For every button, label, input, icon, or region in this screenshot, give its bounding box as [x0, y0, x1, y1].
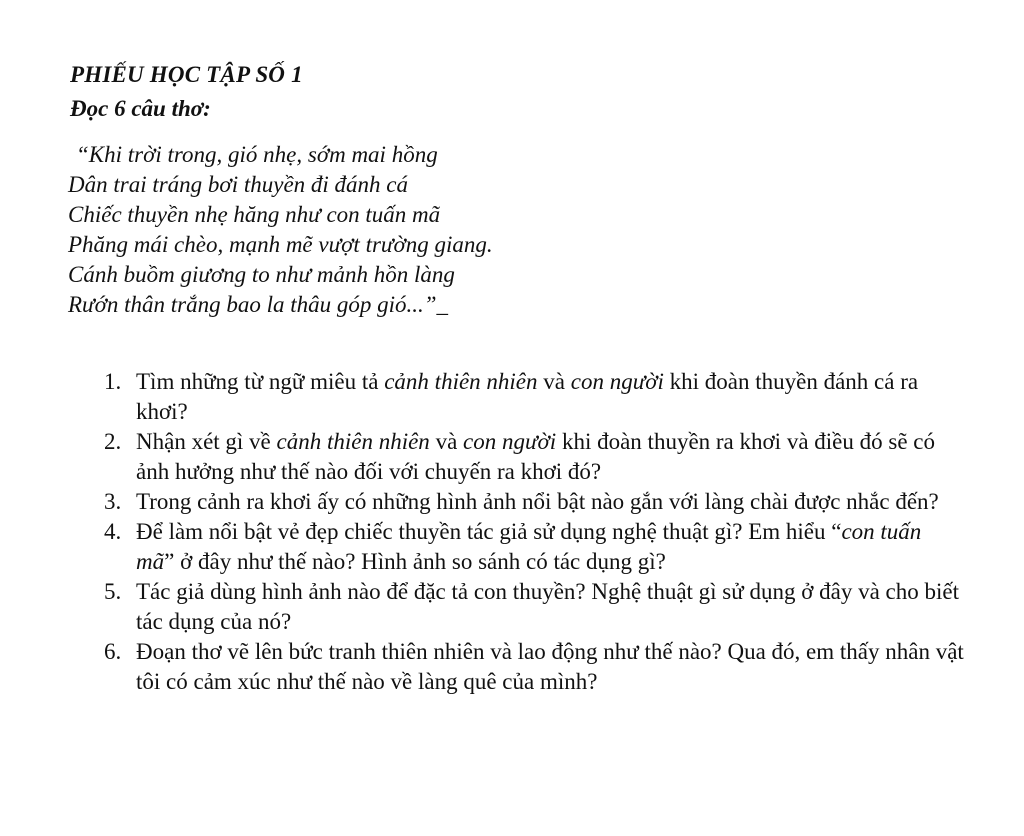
question-number: 6.	[104, 639, 122, 664]
poem-line: Phăng mái chèo, mạnh mẽ vượt trường giang.	[68, 232, 493, 257]
poem-line: “Khi trời trong, gió nhẹ, sớm mai hồng	[76, 142, 438, 167]
question-text	[136, 577, 964, 637]
question-text-part: Trong cảnh ra khơi ấy có những hình ảnh nổi bật nào gắn với làng chài được nhắc đến?	[136, 489, 939, 514]
question-text-part: và	[429, 429, 464, 454]
question-item	[104, 427, 964, 487]
worksheet-title: PHIẾU HỌC TẬP SỐ 1	[70, 62, 303, 87]
question-text-part: và	[537, 369, 571, 394]
question-text	[136, 367, 964, 427]
question-item	[104, 487, 964, 517]
question-text-part: Để làm nổi bật vẻ đẹp chiếc thuyền tác giả sử dụng nghệ thuật gì? Em hiểu “	[136, 519, 842, 544]
question-item	[104, 637, 964, 697]
poem-block	[68, 140, 493, 320]
question-number: 4.	[104, 519, 122, 544]
question-text-part: Nhận xét gì về	[136, 429, 277, 454]
question-text	[136, 427, 964, 487]
question-number: 5.	[104, 579, 122, 604]
poem-line: Cánh buồm giương to như mảnh hồn làng	[68, 262, 455, 287]
question-emphasis: con tuấn mã	[136, 519, 922, 574]
question-emphasis: con người	[463, 429, 557, 454]
question-emphasis: cảnh thiên nhiên	[276, 429, 430, 454]
question-number: 2.	[104, 429, 122, 454]
question-number: 1.	[104, 369, 122, 394]
poem-line: Dân trai tráng bơi thuyền đi đánh cá	[68, 172, 409, 197]
question-item	[104, 367, 964, 427]
question-text-part: khi đoàn thuyền ra khơi và điều đó sẽ có ảnh hưởng như thế nào đối với chuyến ra khơi đó?	[136, 429, 935, 484]
question-number: 3.	[104, 489, 122, 514]
question-text	[136, 487, 964, 517]
question-emphasis: con người	[570, 369, 664, 394]
question-text-part: Tác giả dùng hình ảnh nào để đặc tả con thuyền? Nghệ thuật gì sử dụng ở đây và cho biết tác dụng của nó?	[136, 579, 960, 634]
question-list	[104, 367, 964, 697]
poem-line: Rướn thân trắng bao la thâu góp gió...”_	[68, 292, 449, 317]
poem-line: Chiếc thuyền nhẹ hăng như con tuấn mã	[68, 202, 441, 227]
question-text-part: Tìm những từ ngữ miêu tả	[136, 369, 385, 394]
question-text-part: ” ở đây như thế nào? Hình ảnh so sánh có tác dụng gì?	[164, 549, 666, 574]
question-text	[136, 637, 964, 697]
question-text-part: Đoạn thơ vẽ lên bức tranh thiên nhiên và lao động như thế nào? Qua đó, em thấy nhân vật tôi có cảm xúc như thế nào về làng quê của mình?	[136, 639, 964, 694]
question-item	[104, 577, 964, 637]
reading-instruction: Đọc 6 câu thơ:	[70, 96, 211, 121]
question-text-part: khi đoàn thuyền đánh cá ra khơi?	[136, 369, 919, 424]
question-text	[136, 517, 964, 577]
question-item	[104, 517, 964, 577]
question-emphasis: cảnh thiên nhiên	[384, 369, 538, 394]
